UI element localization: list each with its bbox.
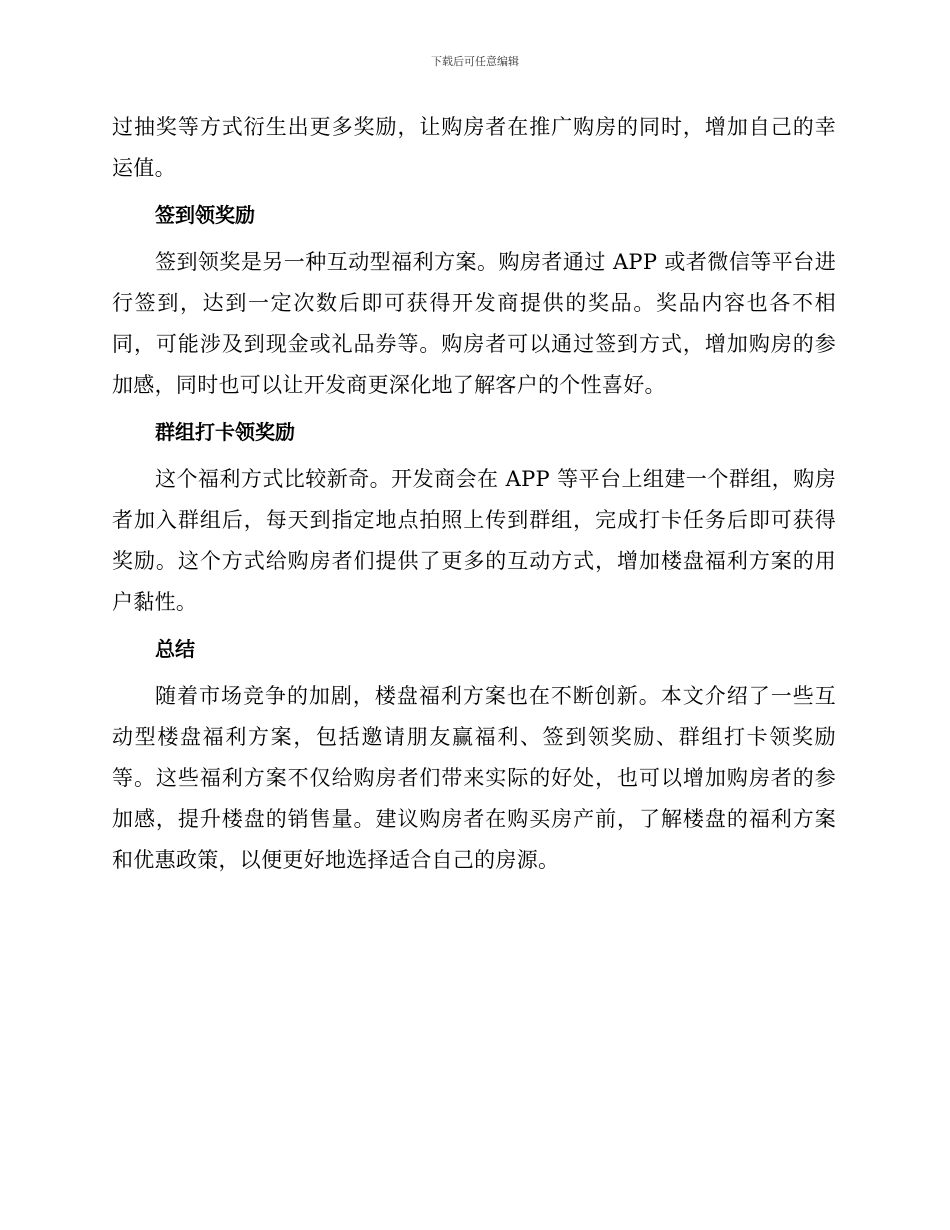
- section-heading-summary: 总结: [155, 637, 195, 661]
- section-heading-group-check-in-rewards: 群组打卡领奖励: [155, 420, 295, 444]
- intro-continuation-paragraph: 过抽奖等方式衍生出更多奖励，让购房者在推广购房的同时，增加自己的幸运值。: [112, 115, 836, 180]
- section-heading-sign-in-rewards: 签到领奖励: [155, 203, 255, 227]
- section-paragraph-summary: 随着市场竞争的加剧，楼盘福利方案也在不断创新。本文介绍了一些互动型楼盘福利方案，包括邀请朋友赢福利、签到领奖励、群组打卡领奖励等。这些福利方案不仅给购房者们带来实际的好处，也可以增加购房者的参加感，提升楼盘的销售量。建议购房者在购买房产前，了解楼盘的福利方案和优惠政策，以便更好地选择适合自己的房源。: [112, 684, 836, 872]
- page-header-note: 下载后可任意编辑: [431, 55, 519, 68]
- section-paragraph-group-check-in-rewards: 这个福利方式比较新奇。开发商会在 APP 等平台上组建一个群组，购房者加入群组后，每天到指定地点拍照上传到群组，完成打卡任务后即可获得奖励。这个方式给购房者们提供了更多的互动方式，增加楼盘福利方案的用户黏性。: [112, 467, 836, 614]
- document-body: [112, 107, 836, 881]
- section-paragraph-sign-in-rewards: 签到领奖是另一种互动型福利方案。购房者通过 APP 或者微信等平台进行签到，达到一定次数后即可获得开发商提供的奖品。奖品内容也各不相同，可能涉及到现金或礼品券等。购房者可以通过签到方式，增加购房的参加感，同时也可以让开发商更深化地了解客户的个性喜好。: [112, 250, 836, 397]
